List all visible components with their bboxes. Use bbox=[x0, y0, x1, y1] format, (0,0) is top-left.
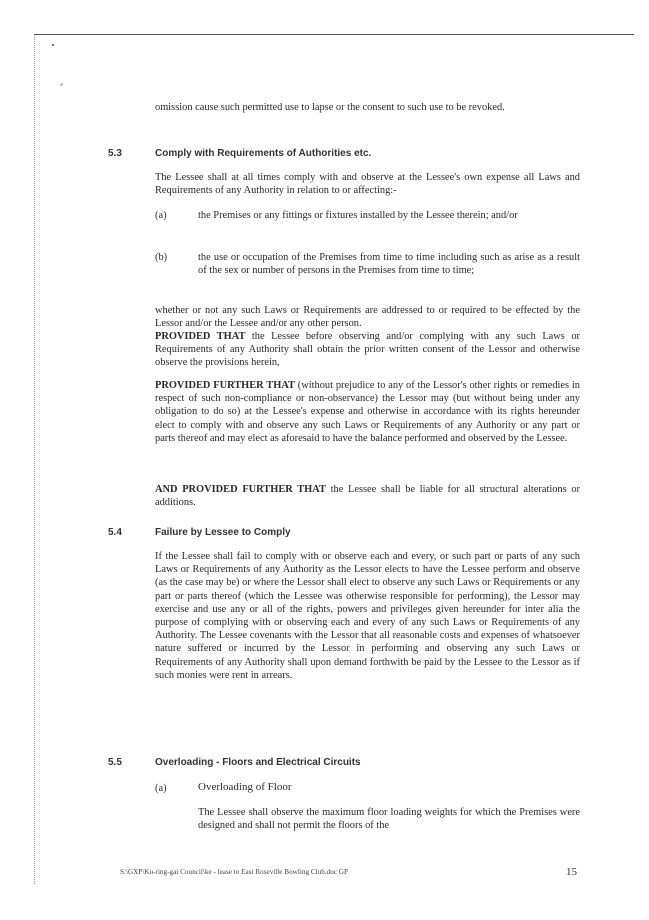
subclause-label: (a) bbox=[155, 210, 167, 221]
page-number: 15 bbox=[566, 866, 577, 878]
section-heading: Overloading - Floors and Electrical Circuits bbox=[155, 757, 361, 768]
whether-paragraph: whether or not any such Laws or Requirements are addressed to or required to be effected by the Lessor and/or the Lessee and/or any other person. bbox=[155, 305, 580, 330]
subclause-label: (a) bbox=[155, 783, 167, 794]
subclause-label: (b) bbox=[155, 252, 168, 263]
scan-border-left bbox=[34, 34, 35, 884]
continuation-paragraph: omission cause such permitted use to lapse or the consent to such use to be revoked. bbox=[155, 102, 505, 113]
and-provided-paragraph bbox=[155, 483, 580, 509]
provided-paragraph bbox=[155, 330, 580, 370]
subclause-text: The Lessee shall observe the maximum floor loading weights for which the Premises were designed and shall not permit the floors of the bbox=[198, 807, 580, 832]
scan-border-top bbox=[34, 34, 634, 35]
and-provided-text: the Lessee shall be liable for all structural alterations or additions. bbox=[155, 484, 580, 509]
section-number: 5.4 bbox=[108, 527, 122, 538]
scan-speck bbox=[52, 44, 54, 46]
provided-text: the Lessee before observing and/or complying with any such Laws or Requirements of any Authority shall obtain the prior written consent of the Lessor and otherwise observe the provisions herein, bbox=[155, 331, 580, 369]
subclause-heading: Overloading of Floor bbox=[198, 781, 292, 793]
subclause-text: the use or occupation of the Premises from time to time including such as arise as a result of the sex or number of persons in the Premises from time to time; bbox=[198, 252, 580, 277]
section-body: If the Lessee shall fail to comply with or observe each and every, or such part or parts of any such Laws or Requirements of any Authority as the Lessor elects to have the Lessee perform and observe (as the case may be) or where the Lessor shall elect to observe any such Laws or Requirements or any part or parts thereof (which the Lessee was otherwise responsible for performing), the Lessor may exercise and use any or all of the rights, powers and privileges given hereunder for inter alia the purpose of complying with or observing each and every of any such Laws or Requirements of any Authority. The Lessee covenants with the Lessor that all reasonable costs and expenses of whatsoever nature suffered or incurred by the Lessor in performing and observing any such Laws or Requirements of any Authority shall upon demand forthwith be paid by the Lessee to the Lessor as if such monies were rent in arrears. bbox=[155, 551, 580, 681]
and-provided-lead: AND PROVIDED FURTHER THAT bbox=[155, 484, 326, 495]
scan-speck bbox=[60, 83, 63, 86]
section-number: 5.5 bbox=[108, 757, 122, 768]
provided-further-paragraph bbox=[155, 379, 580, 445]
footer-file-path: S:\GXP\Ku-ring-gai Council\ke - lease to East Roseville Bowling Club.doc GP bbox=[120, 868, 348, 876]
section-intro: The Lessee shall at all times comply with and observe at the Lessee's own expense all Laws and Requirements of any Authority in relation to or affecting:- bbox=[155, 172, 580, 197]
section-number: 5.3 bbox=[108, 148, 122, 159]
section-heading: Failure by Lessee to Comply bbox=[155, 527, 291, 538]
subclause-text: the Premises or any fittings or fixtures installed by the Lessee therein; and/or bbox=[198, 210, 518, 221]
section-heading: Comply with Requirements of Authorities etc. bbox=[155, 148, 372, 159]
provided-further-text: (without prejudice to any of the Lessor's other rights or remedies in respect of such non-compliance or non-observance) the Lessor may (but without being under any obligation to do so) at the Lessee's expense and otherwise in accordance with its rights hereunder elect to comply with and observe any such Laws or Requirements of any Authority or any part or parts thereof and may elect as aforesaid to have the balance performed and observed by the Lessee. bbox=[155, 380, 580, 444]
provided-further-lead: PROVIDED FURTHER THAT bbox=[155, 380, 295, 391]
provided-lead: PROVIDED THAT bbox=[155, 331, 246, 342]
